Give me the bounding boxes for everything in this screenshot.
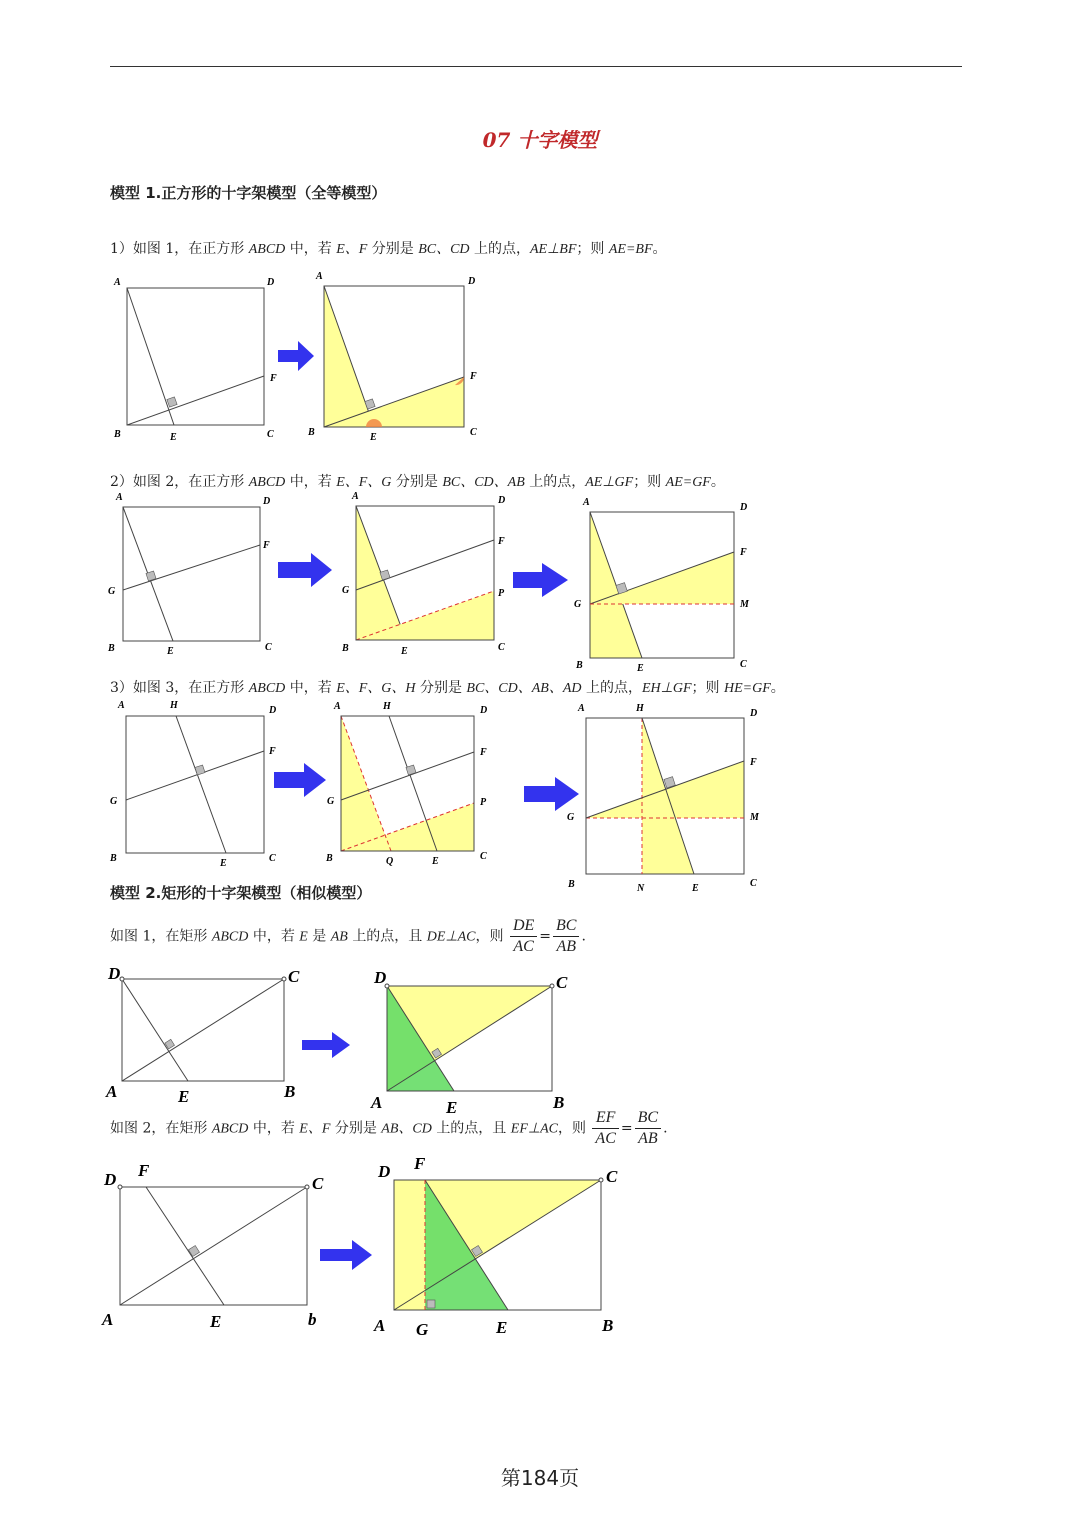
svg-text:M: M (750, 812, 759, 823)
svg-text:E: E (401, 646, 408, 657)
rect1-highlighted (370, 968, 568, 1117)
svg-text:A: A (371, 1093, 383, 1112)
svg-text:F: F (263, 540, 270, 551)
svg-text:E: E (167, 646, 174, 657)
svg-text:B: B (602, 1316, 614, 1335)
header-rule (110, 66, 962, 67)
svg-text:C: C (480, 851, 487, 862)
svg-text:E: E (637, 663, 644, 674)
rect1-plain (105, 964, 300, 1106)
arrow-right-icon (320, 1240, 372, 1270)
fig1-square-highlighted (307, 271, 477, 443)
svg-text:F: F (498, 536, 505, 547)
svg-text:A: A (578, 703, 585, 714)
svg-text:G: G (327, 796, 335, 807)
svg-text:E: E (446, 1098, 458, 1117)
arrow-right-icon (274, 763, 326, 797)
fig3-square-plain (109, 700, 276, 869)
fig2-square-mid (341, 491, 505, 657)
svg-text:B: B (326, 853, 333, 864)
fig2-square-right (574, 497, 750, 674)
svg-text:G: G (574, 599, 582, 610)
svg-text:E: E (432, 856, 439, 867)
svg-text:B: B (114, 429, 121, 440)
svg-text:C: C (269, 853, 276, 864)
svg-text:D: D (740, 502, 748, 513)
svg-text:D: D (480, 705, 488, 716)
svg-text:G: G (342, 585, 350, 596)
svg-text:Q: Q (386, 856, 394, 867)
svg-text:E: E (370, 432, 377, 443)
svg-text:P: P (498, 588, 505, 599)
figure-row-3 (100, 698, 780, 898)
svg-text:B: B (308, 427, 315, 438)
svg-text:A: A (316, 271, 323, 282)
svg-text:E: E (170, 432, 177, 443)
svg-text:D: D (267, 277, 275, 288)
figure-row-1 (100, 262, 500, 452)
svg-text:F: F (414, 1155, 426, 1173)
svg-text:C: C (312, 1174, 324, 1193)
svg-text:C: C (267, 429, 274, 440)
model1-heading: 模型 1.正方形的十字架模型（全等模型） (110, 184, 387, 202)
svg-text:A: A (114, 277, 121, 288)
svg-text:C: C (498, 642, 505, 653)
svg-text:F: F (138, 1161, 150, 1180)
svg-text:G: G (416, 1320, 429, 1339)
svg-text:B: B (342, 643, 349, 654)
fraction-ef-ac: $\frac{EF}{AC}$ (592, 1108, 618, 1149)
model2-case2-text: 如图 2，在矩形 ABCD 中，若 E、F 分别是 AB、CD 上的点，且 EF⊥AC，则 $\frac{EF}{AC}$ = $\frac{BC}{AB}$ . (110, 1109, 668, 1147)
svg-text:B: B (553, 1093, 565, 1112)
svg-text:A: A (102, 1310, 114, 1329)
svg-text:A: A (374, 1316, 386, 1335)
svg-text:C: C (740, 659, 747, 670)
rect2-plain (101, 1161, 324, 1331)
svg-text:D: D (498, 495, 506, 506)
svg-text:A: A (352, 491, 359, 502)
svg-text:G: G (567, 812, 575, 823)
svg-text:C: C (556, 973, 568, 992)
svg-text:N: N (637, 883, 645, 894)
svg-text:D: D (263, 496, 271, 507)
model2-heading: 模型 2.矩形的十字架模型（相似模型） (110, 884, 372, 902)
svg-text:E: E (210, 1312, 222, 1331)
svg-text:B: B (284, 1082, 296, 1101)
svg-text:b: b (308, 1310, 317, 1329)
fraction-de-ac: $\frac{DE}{AC}$ (510, 916, 537, 957)
model1-case3-text: 3）如图 3，在正方形 ABCD 中，若 E、F、G、H 分别是 BC、CD、AB、AD 上的点，EH⊥GF；则 HE=GF。 (110, 680, 785, 696)
model1-case2-text: 2）如图 2，在正方形 ABCD 中，若 E、F、G 分别是 BC、CD、AB 上的点，AE⊥GF；则 AE=GF。 (110, 474, 725, 490)
svg-text:A: A (334, 701, 341, 712)
svg-text:B: B (108, 643, 115, 654)
svg-text:D: D (374, 968, 387, 987)
svg-text:A: A (116, 492, 123, 503)
arrow-right-icon (278, 553, 332, 587)
svg-text:H: H (170, 700, 178, 711)
fig3-square-mid (325, 701, 487, 867)
fig1-square-plain (113, 277, 277, 443)
svg-text:D: D (378, 1162, 391, 1181)
svg-text:D: D (750, 708, 758, 719)
svg-text:D: D (104, 1170, 117, 1189)
svg-text:F: F (480, 747, 487, 758)
svg-text:G: G (108, 586, 116, 597)
svg-text:F: F (470, 371, 477, 382)
svg-text:D: D (108, 964, 121, 983)
svg-text:H: H (636, 703, 644, 714)
svg-text:D: D (269, 705, 277, 716)
svg-text:C: C (288, 967, 300, 986)
svg-text:A: A (583, 497, 590, 508)
svg-text:C: C (470, 427, 477, 438)
figure-row-2 (100, 490, 780, 675)
fraction-bc-ab-2: $\frac{BC}{AB}$ (635, 1108, 661, 1149)
svg-text:E: E (220, 858, 227, 869)
figure-model2-1 (100, 960, 580, 1120)
arrow-right-icon (302, 1032, 350, 1058)
svg-text:M: M (740, 599, 749, 610)
svg-text:F: F (270, 373, 277, 384)
rect2-highlighted (373, 1155, 618, 1339)
model2-case1-text: 如图 1，在矩形 ABCD 中，若 E 是 AB 上的点，且 DE⊥AC，则 $\frac{DE}{AC}$ = $\frac{BC}{AB}$ . (110, 917, 586, 955)
svg-text:A: A (106, 1082, 118, 1101)
svg-text:E: E (178, 1087, 190, 1106)
model1-case1-text: 1）如图 1，在正方形 ABCD 中，若 E、F 分别是 BC、CD 上的点，AE⊥BF；则 AE=BF。 (110, 241, 667, 257)
svg-text:C: C (606, 1167, 618, 1186)
svg-text:H: H (383, 701, 391, 712)
fraction-bc-ab: $\frac{BC}{AB}$ (553, 916, 579, 957)
svg-text:F: F (750, 757, 757, 768)
fig2-square-plain (107, 492, 272, 657)
svg-text:G: G (110, 796, 118, 807)
svg-text:B: B (568, 879, 575, 890)
svg-text:D: D (468, 276, 476, 287)
svg-text:E: E (692, 883, 699, 894)
svg-text:B: B (110, 853, 117, 864)
svg-text:A: A (118, 700, 125, 711)
page-title: 07 十字模型 (482, 128, 598, 152)
arrow-right-icon (524, 777, 579, 811)
svg-text:E: E (496, 1318, 508, 1337)
svg-text:C: C (750, 878, 757, 889)
fig3-square-right (567, 703, 760, 894)
svg-text:B: B (576, 660, 583, 671)
arrow-right-icon (513, 563, 568, 597)
svg-text:C: C (265, 642, 272, 653)
page-number: 第184页 (500, 1466, 580, 1490)
svg-text:F: F (269, 746, 276, 757)
figure-model2-2 (98, 1155, 638, 1345)
svg-text:P: P (480, 797, 487, 808)
arrow-right-icon (278, 341, 314, 371)
svg-text:F: F (740, 547, 747, 558)
